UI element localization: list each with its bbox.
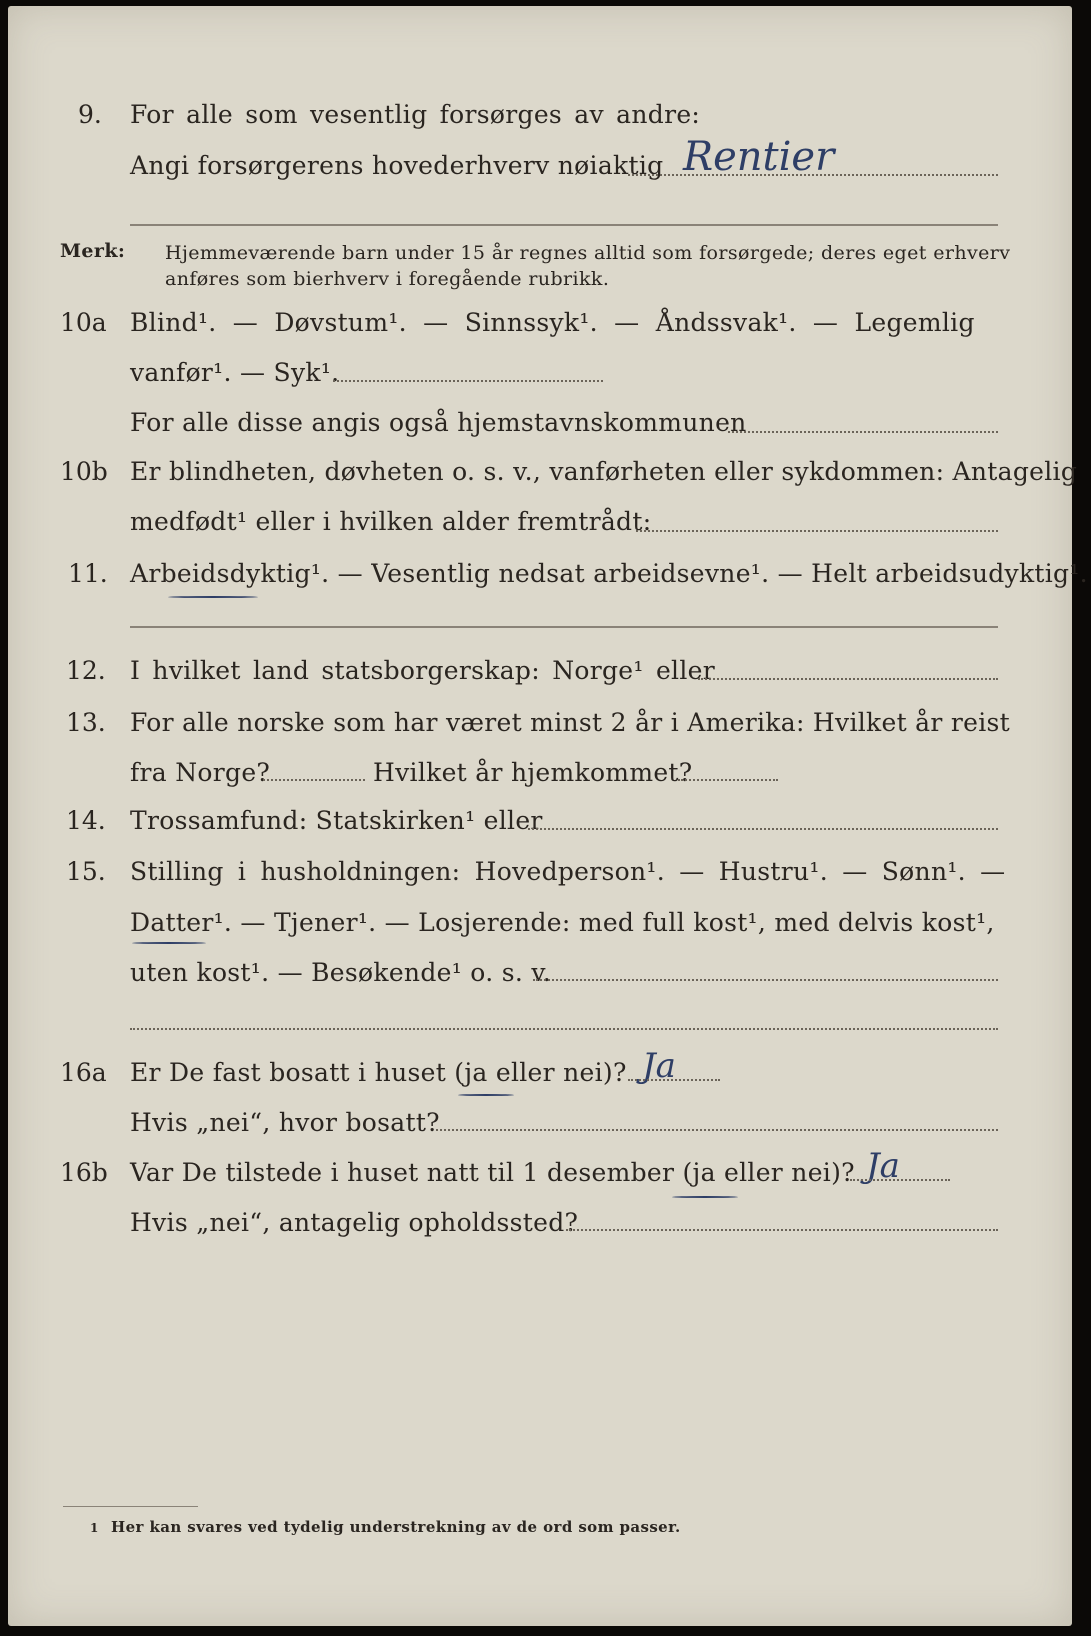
question-16a-line-2: Hvis „nei“, hvor bosatt? (130, 1108, 440, 1137)
question-15-line-1: Stilling i husholdningen: Hovedperson¹. — Hustru¹. — Sønn¹. — (130, 857, 1006, 886)
question-16a-handwritten-answer: Ja (642, 1046, 676, 1086)
question-9-line-2: Angi forsørgerens hovederhverv nøiaktig (130, 151, 664, 180)
divider (130, 224, 998, 226)
question-11-pen-underline (168, 596, 258, 598)
question-11-line-1: Arbeidsdyktig¹. — Vesentlig nedsat arbeidsevne¹. — Helt arbeidsudyktig¹. (130, 559, 1088, 588)
question-16a-residence-line (436, 1129, 998, 1131)
question-16a-pen-underline (458, 1094, 514, 1096)
question-10a-hometown-line (728, 431, 998, 433)
question-13-departure-year-line (263, 779, 365, 781)
divider (130, 626, 998, 628)
question-10b-line-1: Er blindheten, døvheten o. s. v., vanførheten eller sykdommen: Antagelig (130, 457, 1078, 486)
question-15-answer-line (533, 979, 998, 981)
question-12-answer-line (698, 678, 998, 680)
question-16b-handwritten-answer: Ja (866, 1146, 900, 1186)
footnote-text: Her kan svares ved tydelig understrekning av de ord som passer. (111, 1518, 681, 1536)
question-16b-line-2: Hvis „nei“, antagelig opholdssted? (130, 1208, 579, 1237)
question-12-line-1: I hvilket land statsborgerskap: Norge¹ eller (130, 656, 715, 685)
question-10a-number: 10a (60, 308, 107, 337)
question-16a-number: 16a (60, 1058, 107, 1087)
question-13-line-2b: Hvilket år hjemkommet? (373, 758, 693, 787)
census-form-page (8, 6, 1088, 1626)
question-16a-answer-line (628, 1079, 720, 1081)
question-15-line-2: Datter¹. — Tjener¹. — Losjerende: med full kost¹, med delvis kost¹, (130, 908, 995, 937)
question-13-return-year-line (678, 779, 778, 781)
question-11-number: 11. (68, 559, 108, 588)
question-15-line-3: uten kost¹. — Besøkende¹ o. s. v. (130, 958, 552, 987)
question-13-line-1: For alle norske som har været minst 2 år i Amerika: Hvilket år reist (130, 708, 1011, 737)
question-10a-line-1: Blind¹. — Døvstum¹. — Sinnssyk¹. — Åndssvak¹. — Legemlig (130, 308, 975, 337)
question-16a-line-1: Er De fast bosatt i huset (ja eller nei)? (130, 1058, 627, 1087)
question-10b-line-2: medfødt¹ eller i hvilken alder fremtrådt: (130, 507, 652, 536)
question-16b-pen-underline (672, 1196, 738, 1198)
question-10a-answer-line (333, 380, 603, 382)
question-9-line-1: For alle som vesentlig forsørges av andre: (130, 100, 701, 129)
question-12-number: 12. (66, 656, 106, 685)
note-line-1: Hjemmeværende barn under 15 år regnes alltid som forsørgede; deres eget erhverv (165, 242, 1011, 264)
question-13-line-2a: fra Norge? (130, 758, 271, 787)
question-10a-line-2: vanfør¹. — Syk¹. (130, 358, 340, 387)
question-10a-line-3: For alle disse angis også hjemstavnskommunen (130, 408, 747, 437)
question-15-pen-underline (132, 942, 206, 944)
question-9-handwritten-answer: Rentier (683, 134, 835, 180)
question-14-line-1: Trossamfund: Statskirken¹ eller (130, 806, 543, 835)
question-16b-number: 16b (60, 1158, 108, 1187)
note-label: Merk: (60, 240, 126, 262)
note-line-2: anføres som bierhverv i foregående rubrikk. (165, 268, 610, 290)
footnote-rule (63, 1506, 198, 1507)
question-15-number: 15. (66, 857, 106, 886)
question-14-number: 14. (66, 806, 106, 835)
question-9-number: 9. (78, 100, 102, 129)
footnote-marker: 1 (90, 1521, 99, 1535)
question-16b-whereabouts-line (566, 1229, 998, 1231)
question-16b-line-1: Var De tilstede i huset natt til 1 desember (ja eller nei)? (130, 1158, 855, 1187)
question-10b-number: 10b (60, 457, 108, 486)
question-13-number: 13. (66, 708, 106, 737)
question-10b-answer-line (636, 530, 998, 532)
question-16b-answer-line (850, 1179, 950, 1181)
divider (130, 1028, 998, 1030)
question-14-answer-line (528, 828, 998, 830)
